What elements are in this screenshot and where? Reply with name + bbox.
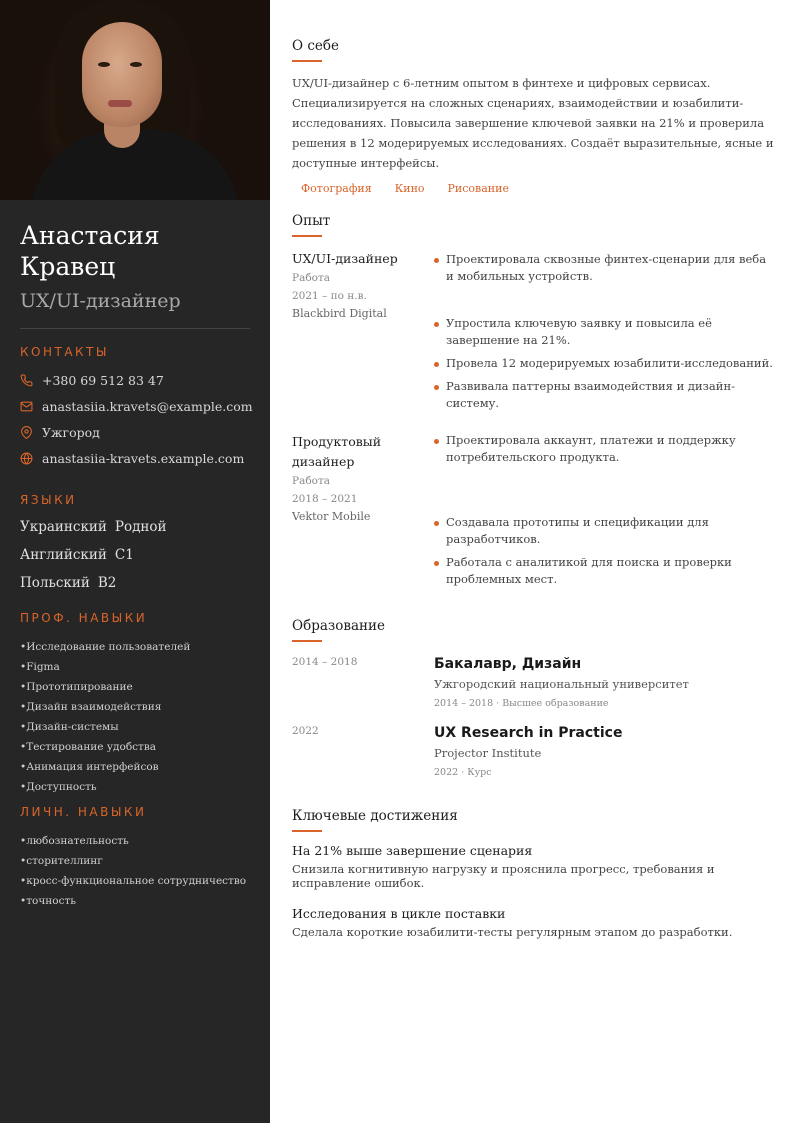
sidebar-divider: [20, 328, 250, 329]
interest-tag: Рисование: [447, 182, 509, 195]
job-title: Продуктовый дизайнер: [292, 434, 382, 469]
skill-item: •Доступность: [20, 781, 97, 793]
location-icon: [20, 426, 33, 439]
interest-tags: [292, 182, 774, 195]
education-org: Ужгородский национальный университет: [434, 677, 689, 691]
job-bullet-text: Провела 12 модерируемых юзабилити-исследований.: [446, 356, 773, 370]
skill-item: •Анимация интерфейсов: [20, 761, 159, 773]
mail-icon: [20, 400, 33, 413]
job-bullet-text: Развивала паттерны взаимодействия и дизайн-систему.: [446, 379, 735, 410]
achievement-item: [292, 843, 774, 890]
education-entry: [292, 656, 774, 709]
about-text: UX/UI-дизайнер с 6-летним опытом в финтехе и цифровых сервисах. Специализируется на сложных сценариях, взаимодействии и юзабилити-исследованиях. Повысила завершение ключевой заявки на 21% и проверила решения в 12 модерируемых исследованиях. Создаёт выразительные, ясные и доступные интерфейсы.: [292, 76, 774, 170]
achievement-text: Снизила когнитивную нагрузку и прояснила прогресс, требования и исправление ошибок.: [292, 862, 715, 890]
education-title: UX Research in Practice: [434, 725, 623, 741]
language-level: Родной: [114, 519, 167, 535]
job-bullet: [434, 514, 774, 548]
skill-item: •Figma: [20, 661, 60, 673]
skill-item: •Дизайн-системы: [20, 721, 119, 733]
job-type: Работа: [292, 475, 331, 487]
last-name: Кравец: [20, 252, 116, 281]
job-bullet-text: Работала с аналитикой для поиска и проверки проблемных мест.: [446, 555, 732, 586]
heading-underline: [292, 640, 322, 642]
skill-item: •Тестирование удобства: [20, 741, 157, 753]
first-name: Анастасия: [20, 221, 160, 250]
education-org: Projector Institute: [434, 746, 542, 760]
interest-tag: Кино: [394, 182, 425, 195]
skill-item: •точность: [20, 895, 76, 907]
achievements-section: [292, 808, 774, 939]
education-section: [292, 618, 774, 778]
main-content: [292, 38, 774, 939]
language-item: [20, 575, 250, 592]
job-bullet-text: Создавала прототипы и спецификации для разработчиков.: [446, 515, 709, 546]
globe-icon: [20, 452, 33, 465]
skill-item: •сторителлинг: [20, 855, 103, 867]
skill-item: •кросс-функциональное сотрудничество: [20, 875, 247, 887]
sidebar: [0, 0, 270, 1123]
language-level: C1: [114, 547, 134, 563]
contact-location-text: Ужгород: [42, 424, 100, 440]
experience-section: [292, 213, 774, 588]
skill-item: •Прототипирование: [20, 681, 133, 693]
language-name: Английский: [20, 547, 107, 563]
experience-entry: [292, 432, 774, 588]
contact-phone-text: +380 69 512 83 47: [42, 372, 164, 388]
about-heading: О себе: [292, 38, 340, 54]
job-role: UX/UI-дизайнер: [20, 290, 181, 312]
achievement-item: [292, 906, 774, 939]
heading-underline: [292, 830, 322, 832]
language-name: Польский: [20, 575, 90, 591]
achievement-text: Сделала короткие юзабилити-тесты регулярным этапом до разработки.: [292, 925, 733, 939]
interest-tag: Фотография: [301, 182, 372, 195]
profile-photo: [0, 0, 270, 200]
job-bullet-text: Проектировала сквозные финтех-сценарии для веба и мобильных устройств.: [446, 252, 767, 283]
achievement-title: На 21% выше завершение сценария: [292, 843, 533, 858]
skill-item: •Исследование пользователей: [20, 641, 191, 653]
language-item: [20, 519, 250, 536]
skill-item: •Дизайн взаимодействия: [20, 701, 162, 713]
job-bullet: [434, 355, 774, 372]
education-meta: 2014 – 2018 · Высшее образование: [434, 698, 609, 709]
job-bullet-text: Проектировала аккаунт, платежи и поддержку потребительского продукта.: [446, 433, 736, 464]
education-heading: Образование: [292, 618, 386, 634]
full-name: [20, 220, 250, 282]
contact-email[interactable]: [20, 397, 253, 415]
education-meta: 2022 · Курс: [434, 767, 492, 778]
experience-heading: Опыт: [292, 213, 331, 229]
about-section: [292, 38, 774, 195]
prof-skills-heading: ПРОФ. НАВЫКИ: [20, 611, 148, 625]
job-period: 2018 – 2021: [292, 493, 358, 505]
personal-skills-heading: ЛИЧН. НАВЫКИ: [20, 805, 147, 819]
job-bullet: [434, 432, 774, 466]
job-period: 2021 – по н.в.: [292, 290, 367, 302]
education-title: Бакалавр, Дизайн: [434, 656, 582, 672]
heading-underline: [292, 235, 322, 237]
contact-website-text: anastasiia-kravets.example.com: [42, 450, 245, 466]
phone-icon: [20, 374, 33, 387]
experience-entry: [292, 249, 774, 412]
language-item: [20, 547, 250, 564]
education-period: 2014 – 2018: [292, 656, 358, 668]
contact-location: [20, 423, 250, 441]
achievement-title: Исследования в цикле поставки: [292, 906, 506, 921]
job-type: Работа: [292, 272, 331, 284]
skill-item: •любознательность: [20, 835, 129, 847]
job-bullet: [434, 378, 774, 412]
language-name: Украинский: [20, 519, 107, 535]
job-bullet: [434, 315, 774, 349]
achievements-heading: Ключевые достижения: [292, 808, 458, 824]
job-company: Vektor Mobile: [292, 510, 371, 523]
education-entry: [292, 725, 774, 778]
job-title: UX/UI-дизайнер: [292, 251, 398, 266]
education-period: 2022: [292, 725, 319, 737]
job-company: Blackbird Digital: [292, 307, 387, 320]
language-level: B2: [97, 575, 117, 591]
job-bullet: [434, 251, 774, 285]
contact-email-text: anastasiia.kravets@example.com: [42, 398, 253, 414]
job-bullet: [434, 554, 774, 588]
contacts-heading: КОНТАКТЫ: [20, 345, 109, 359]
job-bullet-text: Упростила ключевую заявку и повысила её завершение на 21%.: [446, 316, 712, 347]
contact-phone[interactable]: [20, 371, 250, 389]
contact-website[interactable]: [20, 449, 250, 467]
languages-heading: ЯЗЫКИ: [20, 493, 77, 507]
heading-underline: [292, 60, 322, 62]
